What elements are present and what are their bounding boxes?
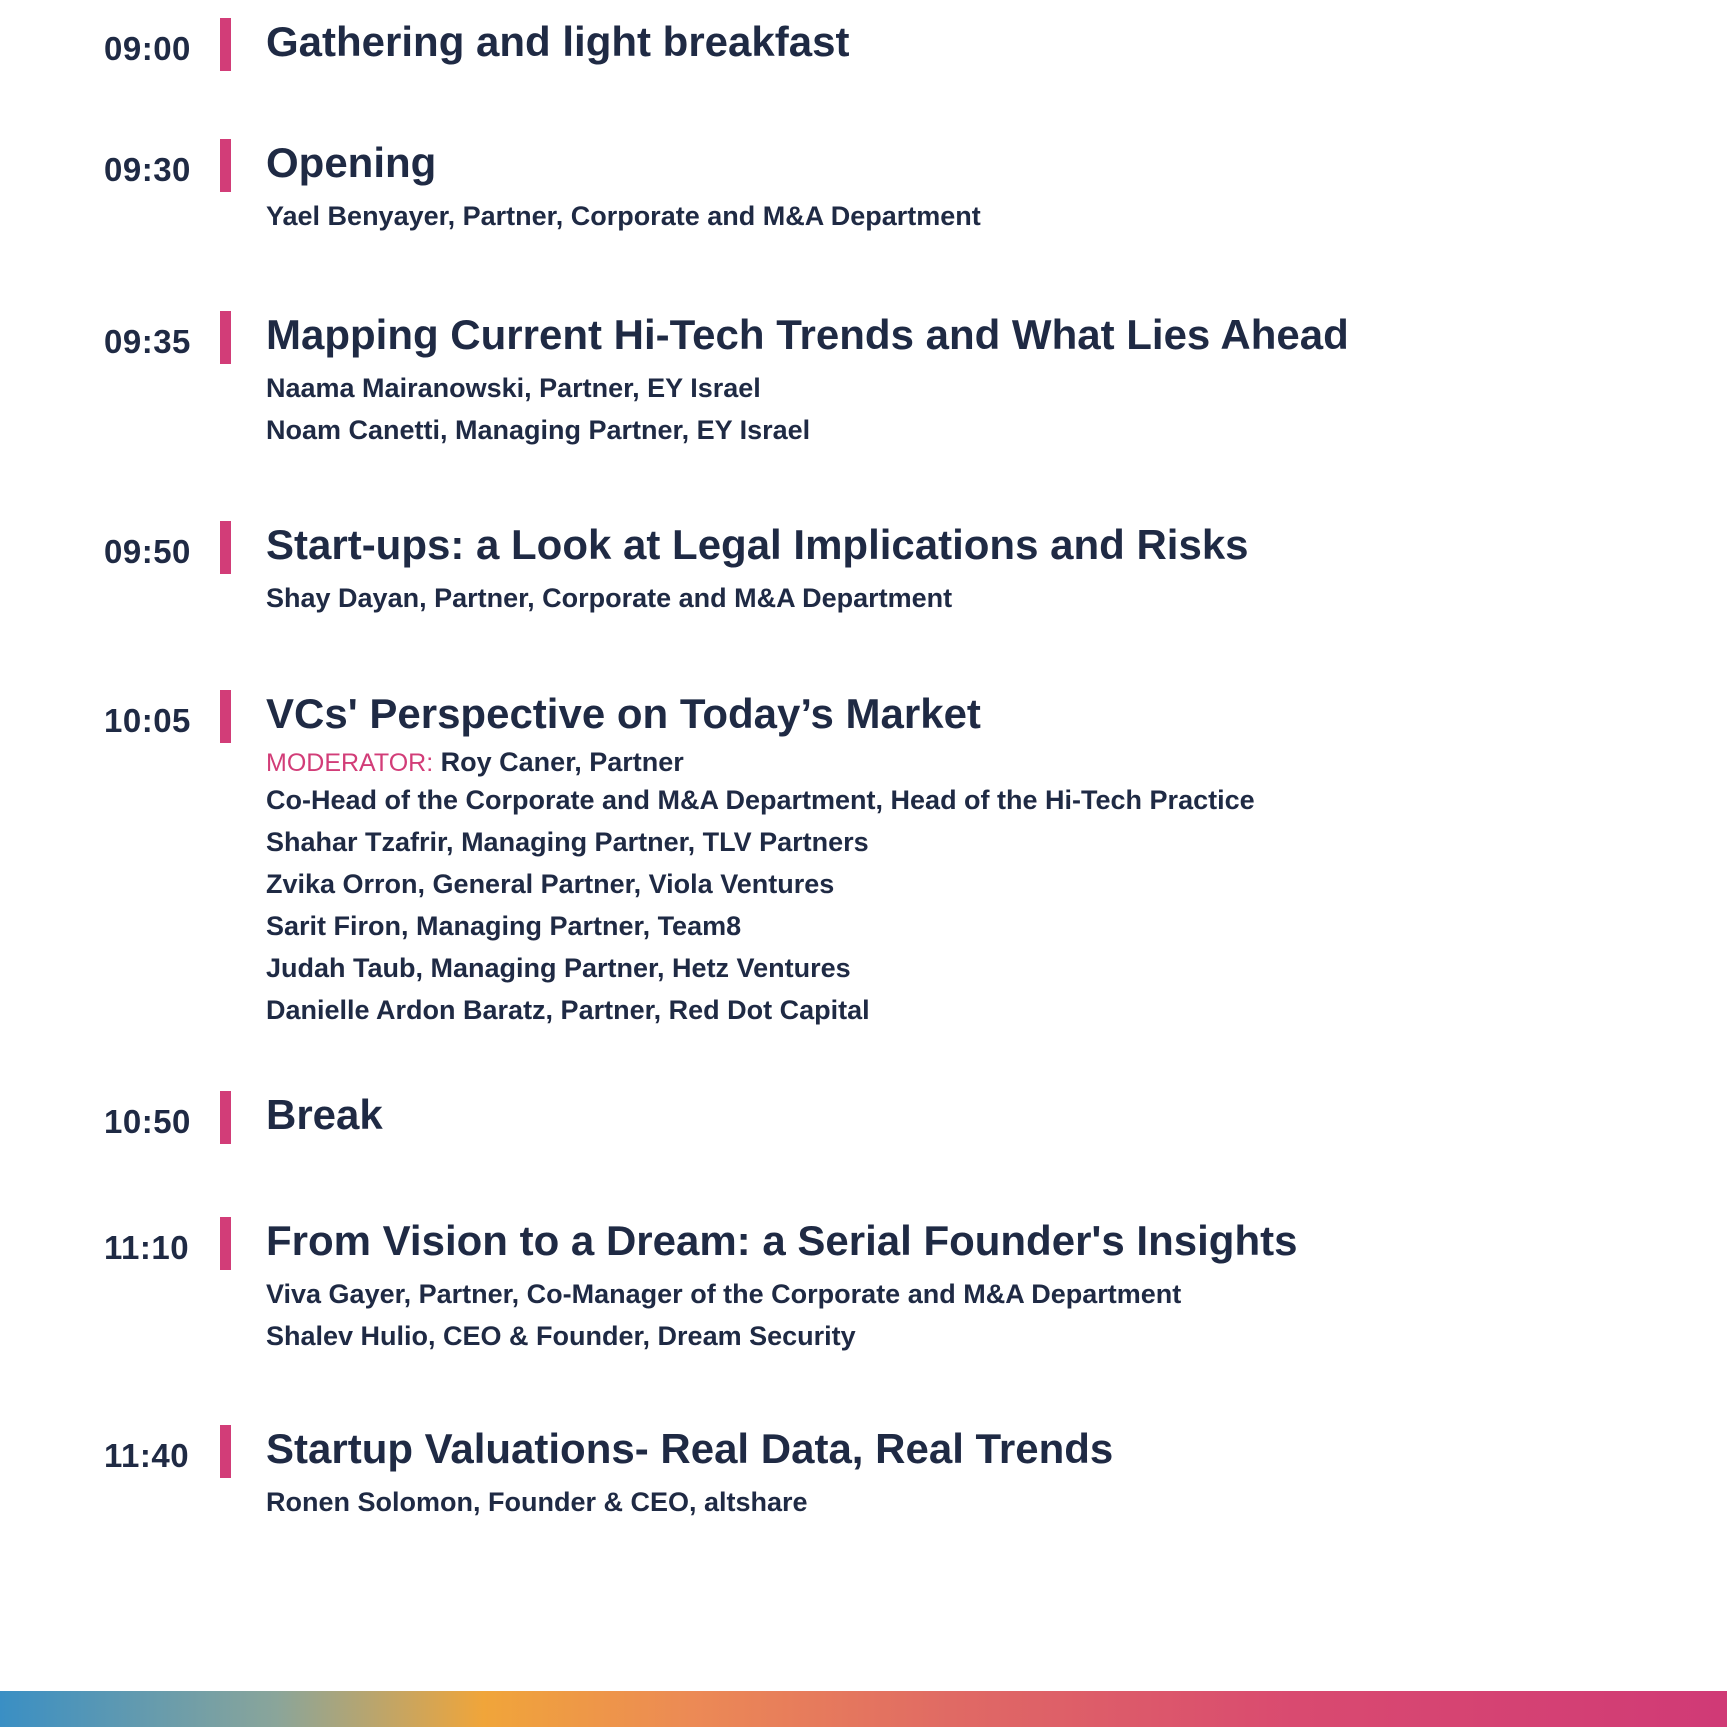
session-content — [266, 1425, 1686, 1523]
time-marker — [220, 139, 231, 192]
session-content — [266, 1217, 1686, 1357]
time-marker — [220, 18, 231, 71]
speaker: Shay Dayan, Partner, Corporate and M&A Department — [266, 583, 953, 613]
speaker: Noam Canetti, Managing Partner, EY Israel — [266, 415, 811, 445]
session-content — [266, 521, 1686, 619]
speaker-list — [266, 367, 1686, 451]
speaker-list — [266, 577, 1686, 619]
moderator-label: MODERATOR: — [266, 749, 434, 777]
moderator-name: Roy Caner, Partner — [440, 747, 684, 777]
session-title: Break — [266, 1091, 383, 1138]
speaker: Zvika Orron, General Partner, Viola Ventures — [266, 869, 835, 899]
time-marker — [220, 1425, 231, 1478]
session-content — [266, 139, 1686, 237]
time-marker — [220, 1217, 231, 1270]
session-title: VCs' Perspective on Today’s Market — [266, 690, 981, 737]
session-time: 10:05 — [104, 702, 191, 739]
moderator-role: Co-Head of the Corporate and M&A Department, Head of the Hi-Tech Practice — [266, 785, 1255, 815]
speaker-list — [266, 1273, 1686, 1357]
speaker: Judah Taub, Managing Partner, Hetz Ventures — [266, 953, 851, 983]
session-time: 09:30 — [104, 151, 191, 188]
session-time: 09:00 — [104, 30, 191, 67]
speaker-list — [266, 195, 1686, 237]
session-content — [266, 311, 1686, 451]
speaker-list — [266, 746, 1686, 1031]
session-content — [266, 18, 1686, 66]
moderator-line — [266, 746, 1686, 779]
time-marker — [220, 1091, 231, 1144]
session-time: 11:10 — [104, 1229, 190, 1266]
speaker: Danielle Ardon Baratz, Partner, Red Dot Capital — [266, 995, 870, 1025]
time-marker — [220, 690, 231, 743]
speaker: Shalev Hulio, CEO & Founder, Dream Security — [266, 1321, 856, 1351]
speaker-list — [266, 1481, 1686, 1523]
gradient-footer-bar — [0, 1691, 1727, 1727]
speaker: Shahar Tzafrir, Managing Partner, TLV Partners — [266, 827, 869, 857]
session-content — [266, 690, 1686, 1031]
session-time: 09:35 — [104, 323, 191, 360]
speaker: Viva Gayer, Partner, Co-Manager of the Corporate and M&A Department — [266, 1279, 1182, 1309]
time-marker — [220, 311, 231, 364]
session-title: From Vision to a Dream: a Serial Founder's Insights — [266, 1217, 1298, 1264]
session-title: Mapping Current Hi-Tech Trends and What Lies Ahead — [266, 311, 1349, 358]
session-time: 11:40 — [104, 1437, 190, 1474]
speaker: Naama Mairanowski, Partner, EY Israel — [266, 373, 761, 403]
session-title: Gathering and light breakfast — [266, 18, 850, 65]
speaker: Ronen Solomon, Founder & CEO, altshare — [266, 1487, 808, 1517]
speaker: Sarit Firon, Managing Partner, Team8 — [266, 911, 742, 941]
time-marker — [220, 521, 231, 574]
session-time: 10:50 — [104, 1103, 191, 1140]
session-title: Opening — [266, 139, 437, 186]
session-time: 09:50 — [104, 533, 191, 570]
session-title: Start-ups: a Look at Legal Implications and Risks — [266, 521, 1249, 568]
speaker: Yael Benyayer, Partner, Corporate and M&A Department — [266, 201, 981, 231]
session-content — [266, 1091, 1686, 1139]
session-title: Startup Valuations- Real Data, Real Trends — [266, 1425, 1114, 1472]
